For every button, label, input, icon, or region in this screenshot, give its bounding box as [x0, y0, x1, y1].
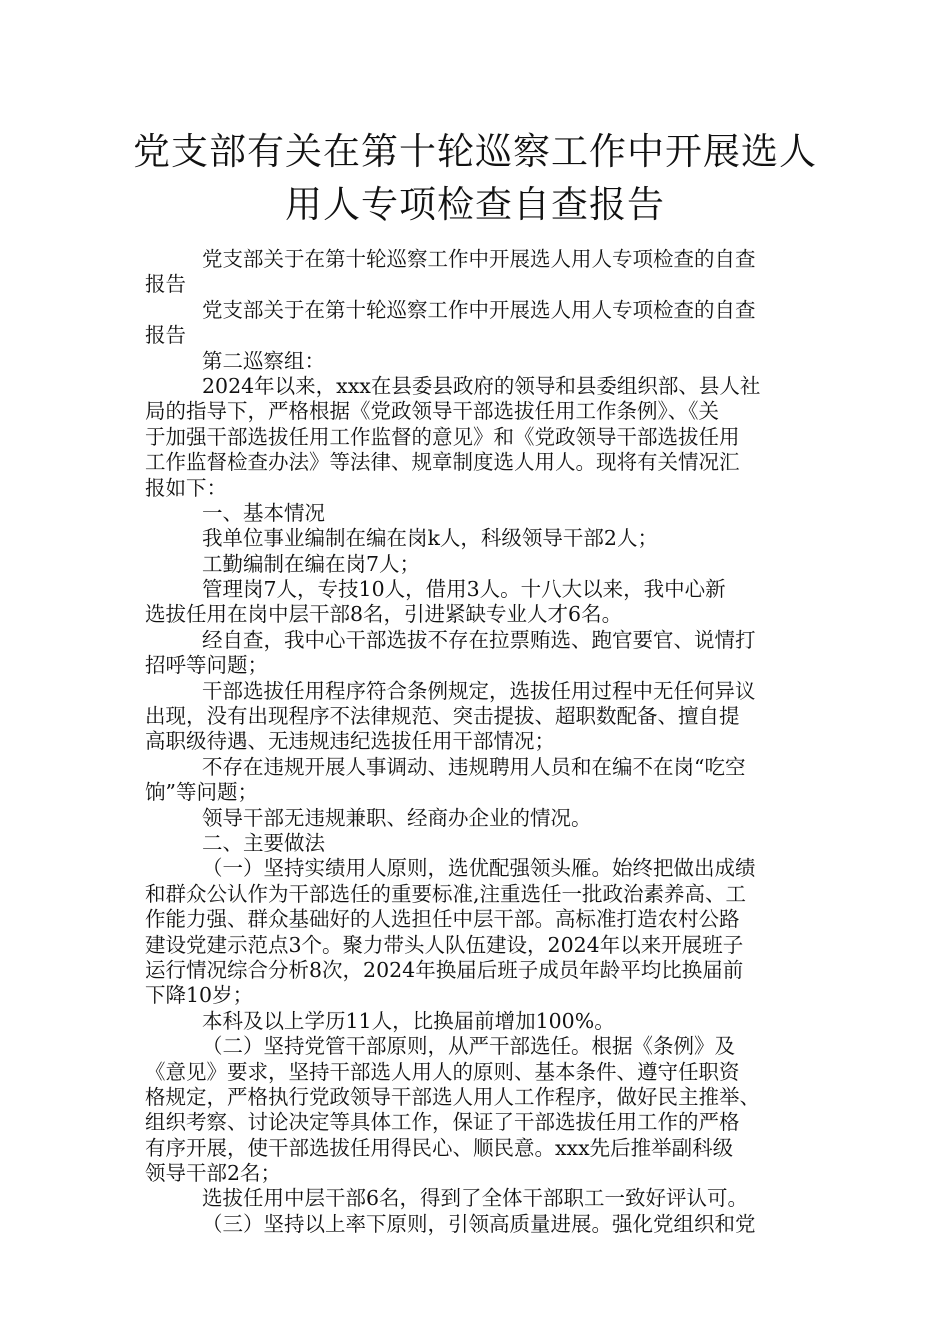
body-line: 干部选拔任用程序符合条例规定，选拔任用过程中无任何异议: [202, 678, 756, 703]
body-line: 第二巡察组：: [202, 348, 325, 373]
body-line: 工作监督检查办法》等法律、规章制度选人用人。现将有关情况汇: [145, 450, 740, 475]
body-line: 饷”等问题；: [145, 780, 258, 805]
body-line: 组织考察、讨论决定等具体工作，保证了干部选拔任用工作的严格: [145, 1110, 740, 1135]
body-line: 出现，没有出现程序不法律规范、突击提拔、超职数配备、擅自提: [145, 704, 740, 729]
body-line: 二、主要做法: [202, 830, 325, 855]
title-line: 党支部有关在第十轮巡察工作中开展选人: [133, 130, 817, 173]
body-line: 建设党建示范点3个。聚力带头人队伍建设，2024年以来开展班子: [145, 932, 744, 957]
body-line: 作能力强、群众基础好的人选担任中层干部。高标准打造农村公路: [145, 907, 740, 932]
body-line: （二）坚持党管干部原则，从严干部选任。根据《条例》及: [202, 1034, 735, 1059]
body-line: 工勤编制在编在岗7人；: [202, 551, 421, 576]
title-line: 用人专项检查自查报告: [285, 183, 665, 226]
body-line: 领导干部无违规兼职、经商办企业的情况。: [202, 805, 592, 830]
body-line: 报告: [145, 323, 186, 348]
body-line: 和群众公认作为干部选任的重要标准,注重选任一批政治素养高、工: [145, 881, 747, 906]
body-line: 运行情况综合分析8次，2024年换届后班子成员年龄平均比换届前: [145, 957, 744, 982]
body-line: 局的指导下，严格根据《党政领导干部选拔任用工作条例》、《关: [145, 399, 719, 424]
body-line: 2024年以来，xxx在县委县政府的领导和县委组织部、县人社: [202, 373, 761, 398]
body-line: 格规定，严格执行党政领导干部选人用人工作程序，做好民主推举、: [145, 1084, 760, 1109]
body-line: 高职级待遇、无违规违纪选拔任用干部情况；: [145, 729, 555, 754]
body-line: 于加强干部选拔任用工作监督的意见》和《党政领导干部选拔任用: [145, 424, 740, 449]
body-line: 党支部关于在第十轮巡察工作中开展选人用人专项检查的自查: [202, 247, 756, 271]
body-line: 我单位事业编制在编在岗k人，科级领导干部2人；: [202, 526, 658, 551]
body-line: 党支部关于在第十轮巡察工作中开展选人用人专项检查的自查: [202, 297, 756, 322]
body-line: 经自查，我中心干部选拔不存在拉票贿选、跑官要官、说情打: [202, 627, 756, 652]
body-line: 下降10岁；: [145, 983, 254, 1008]
body-line: 选拔任用中层干部6名，得到了全体干部职工一致好评认可。: [202, 1186, 749, 1211]
body-line: 管理岗7人，专技10人，借用3人。十八大以来，我中心新: [202, 577, 726, 602]
body-line: 不存在违规开展人事调动、违规聘用人员和在编不在岗“吃空: [202, 754, 746, 779]
body-line: 报告: [145, 272, 186, 297]
document-body: [145, 247, 805, 1237]
body-line: 一、基本情况: [202, 500, 325, 525]
body-line: 报如下：: [145, 475, 227, 500]
body-line: 《意见》要求，坚持干部选人用人的原则、基本条件、遵守任职资: [145, 1059, 740, 1084]
body-line: （三）坚持以上率下原则，引领高质量进展。强化党组织和党: [202, 1211, 756, 1236]
body-line: 招呼等问题；: [145, 653, 268, 678]
body-line: 本科及以上学历11人，比换届前增加100%。: [202, 1008, 615, 1033]
document-title: [120, 125, 830, 231]
body-line: （一）坚持实绩用人原则，选优配强领头雁。始终把做出成绩: [202, 856, 756, 881]
body-line: 领导干部2名；: [145, 1161, 282, 1186]
body-line: 选拔任用在岗中层干部8名，引进紧缺专业人才6名。: [145, 602, 623, 627]
body-line: 有序开展，使干部选拔任用得民心、顺民意。xxx先后推举副科级: [145, 1135, 734, 1160]
